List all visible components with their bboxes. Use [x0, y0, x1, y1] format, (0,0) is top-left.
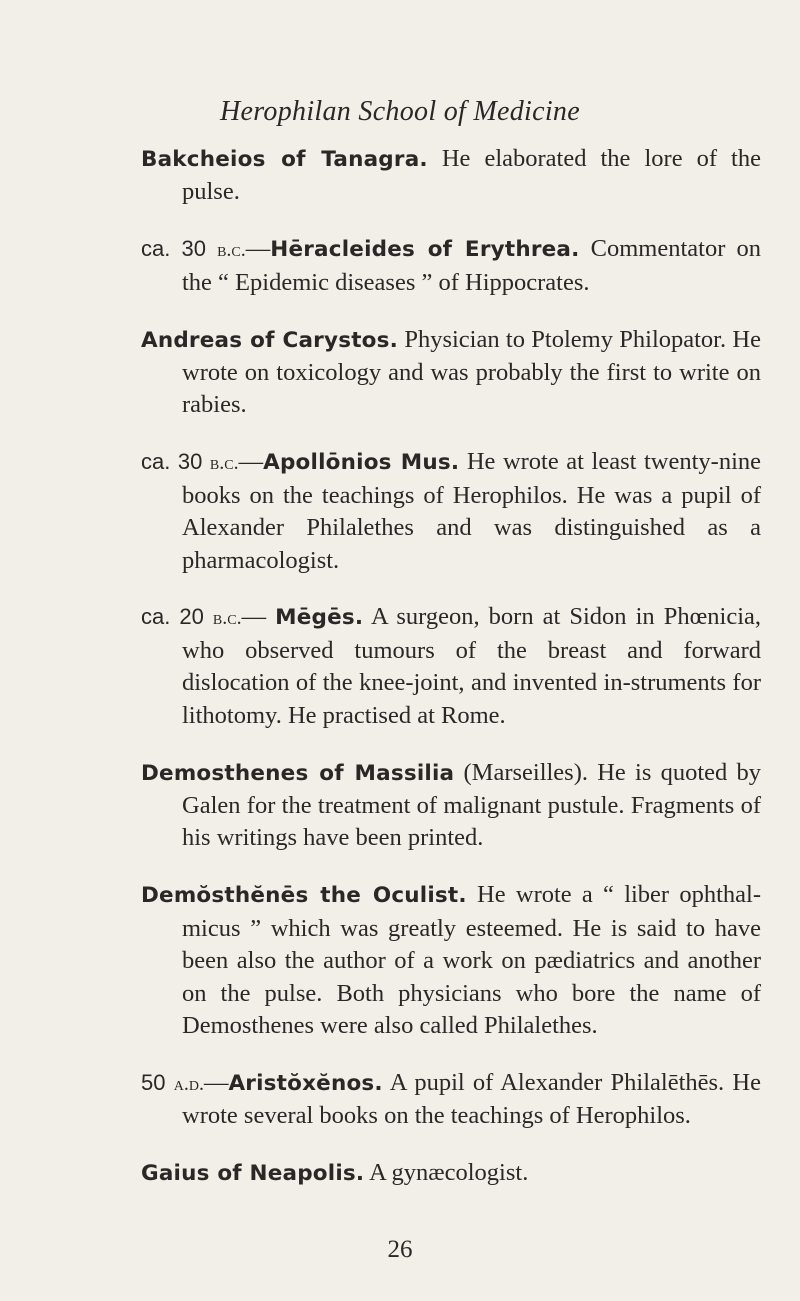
entry-name: Apollōnios Mus. — [263, 450, 460, 476]
entry-text: Commentator on the “ Epidemic diseases ” of Hippocrates. — [182, 235, 762, 296]
entry-dash: — — [245, 235, 271, 263]
entry-date: 50 — [141, 1069, 174, 1095]
entry-text: He wrote at least twenty-nine books on the teachings of Herophilos. He was a pupil of Alexander Philalethes and was distinguished as a pharmacologist. — [182, 448, 761, 574]
entry-name: Bakcheios of Tanagra. — [141, 147, 428, 172]
entry — [141, 324, 761, 422]
running-title: Herophilan School of Medicine — [220, 96, 580, 127]
entry-name: Hēracleides of Erythrea. — [270, 237, 580, 263]
entry-name: Demŏsthĕnēs the Oculist. — [141, 883, 467, 909]
entry-name: Andreas of Carystos. — [141, 327, 399, 353]
entry-name: Aristŏxĕnos. — [228, 1070, 383, 1096]
entry-name: Mēgēs. — [275, 605, 364, 631]
entry-name: Demosthenes of Massilia — [141, 760, 455, 786]
entry-text: A pupil of Alexander Philalēthēs. He wrote several books on the teachings of Herophilos. — [182, 1068, 761, 1130]
entry-text: Physician to Ptolemy Philopator. He wrote on toxicology and was probably the first to write on rabies. — [182, 325, 761, 419]
entry — [141, 757, 761, 855]
entry-era: b.c. — [217, 239, 246, 262]
entry — [141, 446, 761, 577]
entry — [141, 1157, 761, 1190]
entry — [141, 143, 761, 209]
entry-text: A surgeon, born at Sidon in Phœnicia, who observed tumours of the breast and forward dislocation of the knee-joint, and invented in-struments for lithotomy. He practised at Rome. — [182, 603, 762, 729]
entry-dash: — — [241, 603, 276, 631]
entry-era: b.c. — [212, 607, 242, 630]
entry-text: He wrote a “ liber ophthal-micus ” which was greatly esteemed. He is said to have been also the author of a work on pædiatrics and another on the pulse. Both physicians who bore the name of Demosthenes were also called Philalethes. — [182, 881, 761, 1039]
entry-dash: — — [238, 448, 264, 476]
entry-name: Gaius of Neapolis. — [141, 1161, 365, 1187]
entry-text: He elaborated the lore of the pulse. — [182, 145, 761, 206]
entry — [141, 879, 761, 1042]
entry-date: ca. 20 — [141, 604, 213, 630]
entry-dash: — — [203, 1068, 229, 1096]
entry-era: a.d. — [173, 1072, 204, 1095]
entry-list — [141, 143, 761, 1199]
entry-text: A gynæcologist. — [369, 1159, 529, 1187]
entry — [141, 1067, 761, 1133]
entry-text: (Marseilles). He is quoted by Galen for the treatment of malignant pustule. Fragments of his writings have been printed. — [182, 758, 761, 852]
entry — [141, 233, 761, 299]
entry-date: ca. 30 — [141, 449, 210, 475]
entry-era: b.c. — [209, 452, 239, 475]
entry — [141, 601, 761, 732]
page-number: 26 — [387, 1236, 413, 1263]
entry-date: ca. 30 — [141, 236, 218, 262]
